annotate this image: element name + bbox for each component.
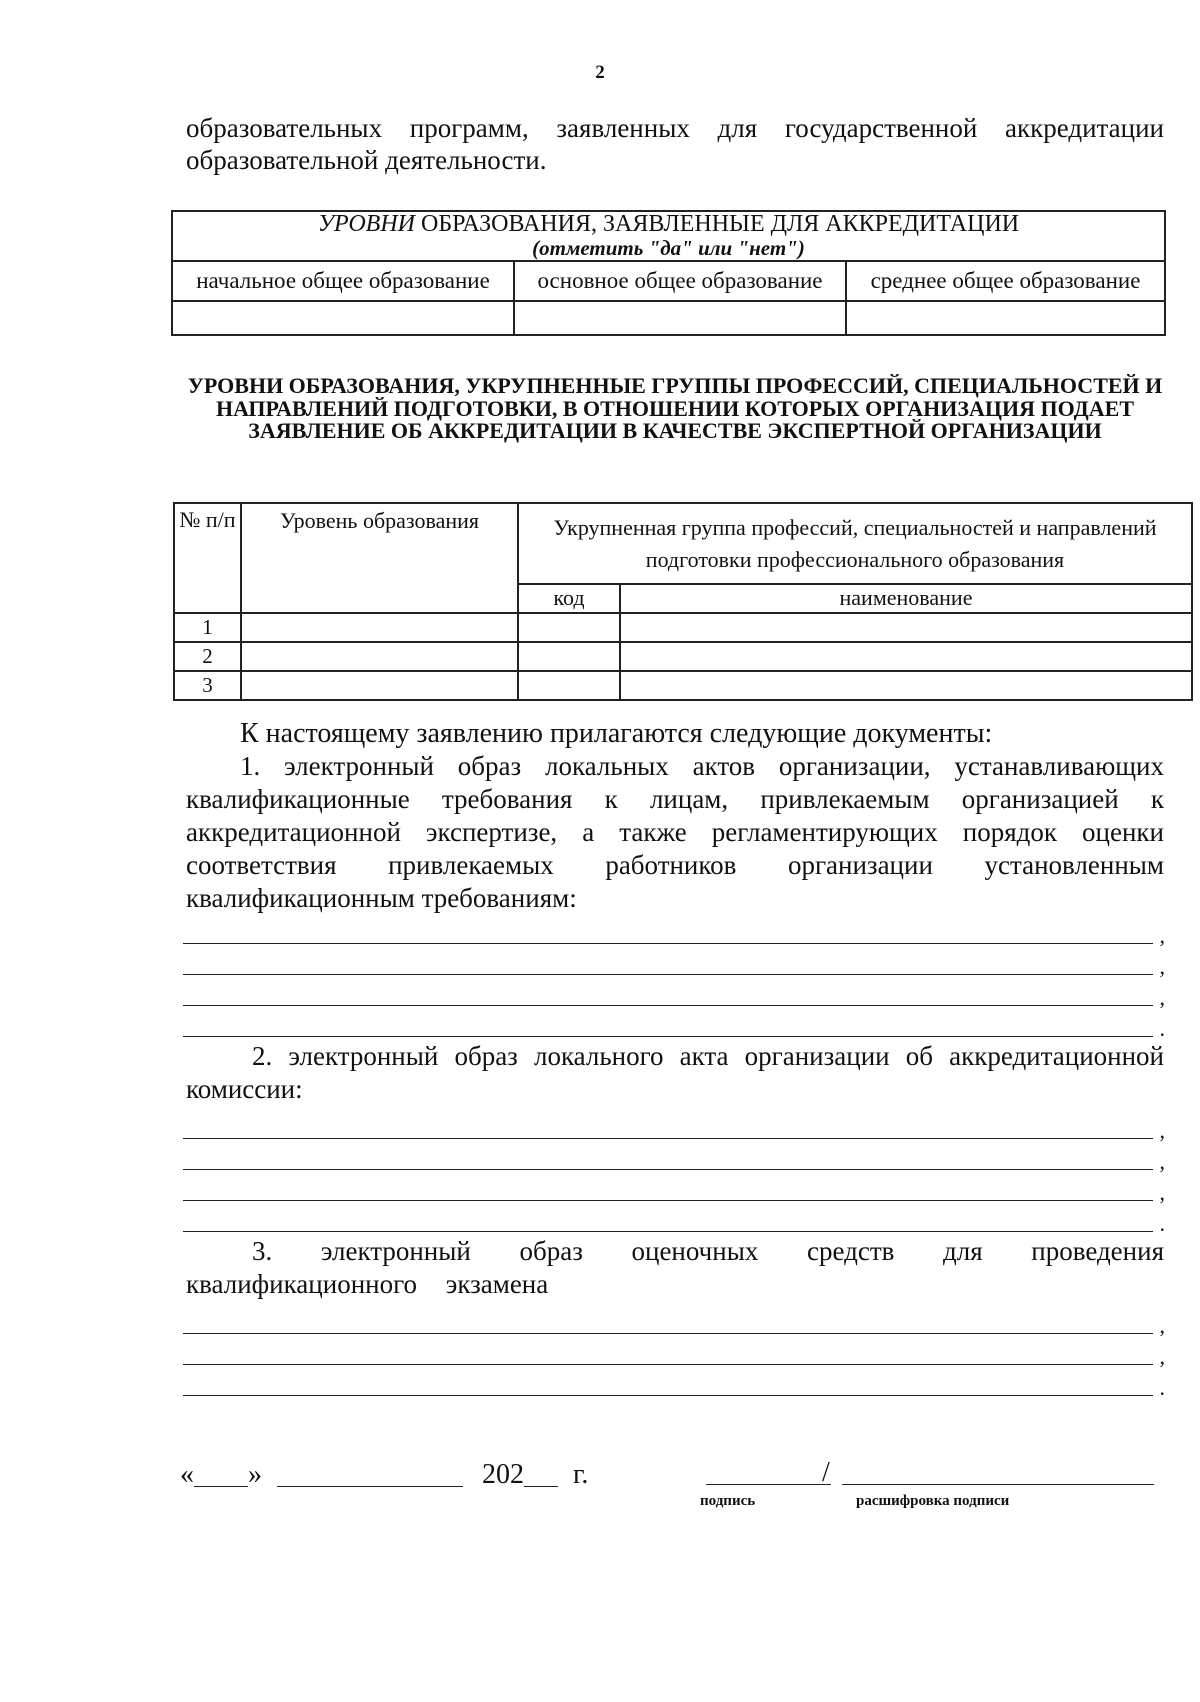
table1-subtitle: (отметить "да" или "нет") <box>532 236 805 260</box>
period: . <box>1159 1375 1165 1400</box>
table1-col-basic: основное общее образование <box>514 261 846 301</box>
table1-title-italic: УРОВНИ <box>317 211 415 237</box>
quote-open: « <box>180 1459 194 1490</box>
table-row <box>174 671 1192 700</box>
row-code-cell[interactable] <box>518 671 620 700</box>
table1-col-secondary: среднее общее образование <box>846 261 1165 301</box>
day-blank[interactable] <box>194 1458 248 1487</box>
signature-decoding-line[interactable] <box>842 1484 1154 1485</box>
intro-paragraph: образовательных программ, заявленных для государственной аккредитации образовательной деятельности. <box>186 113 1164 175</box>
fill-line[interactable] <box>183 1334 1165 1369</box>
year-blank[interactable] <box>524 1458 558 1487</box>
fill-line[interactable] <box>183 1201 1165 1236</box>
table2-col-group: Укрупненная группа профессий, специальностей и направлений подготовки профессионального образования <box>518 503 1192 584</box>
comma: , <box>1159 1118 1165 1143</box>
table1-col-primary: начальное общее образование <box>172 261 514 301</box>
attachment-item-2: 2. электронный образ локального акта организации об аккредитационной комиссии: <box>186 1041 1164 1104</box>
row-level-cell[interactable] <box>241 671 518 700</box>
table1-header <box>172 211 1165 261</box>
table2-col-num: № п/п <box>174 503 241 613</box>
comma: , <box>1159 1344 1165 1369</box>
fill-line[interactable] <box>183 1006 1165 1041</box>
signature-slash: / <box>822 1457 830 1488</box>
education-groups-table <box>173 502 1193 701</box>
fill-line[interactable] <box>183 913 1165 948</box>
attachment-item-3: 3. электронный образ оценочных средств для проведения квалификационного экзамена <box>186 1236 1164 1299</box>
row-number: 1 <box>174 613 241 642</box>
table1-input-primary[interactable] <box>172 301 514 335</box>
year-prefix: 202 <box>482 1459 524 1490</box>
row-level-cell[interactable] <box>241 642 518 671</box>
comma: , <box>1159 954 1165 979</box>
attachments-intro: К настоящему заявлению прилагаются следующие документы: <box>240 718 993 749</box>
fill-line[interactable] <box>183 1365 1165 1400</box>
comma: , <box>1159 985 1165 1010</box>
row-number: 3 <box>174 671 241 700</box>
accreditation-levels-table <box>171 210 1166 336</box>
table1-input-secondary[interactable] <box>846 301 1165 335</box>
period: . <box>1159 1016 1165 1041</box>
fill-line[interactable] <box>183 1170 1165 1205</box>
row-code-cell[interactable] <box>518 613 620 642</box>
comma: , <box>1159 1149 1165 1174</box>
comma: , <box>1159 1313 1165 1338</box>
attachment-item-1: 1. электронный образ локальных актов организации, устанавливающих квалификационные требования к лицам, привлекаемым организацией к аккредитационной экспертизе, а также регламентирующих порядок оценки соответствия привлекаемых работников организации установленным квалификационным требованиям: <box>186 751 1164 913</box>
signature-caption: подпись <box>700 1493 756 1509</box>
year-suffix: г. <box>573 1459 589 1490</box>
date-field <box>180 1458 588 1491</box>
table-row <box>174 613 1192 642</box>
month-blank[interactable] <box>277 1458 463 1487</box>
row-name-cell[interactable] <box>620 671 1192 700</box>
row-number: 2 <box>174 642 241 671</box>
table-row <box>174 642 1192 671</box>
page-number: 2 <box>595 62 605 83</box>
decoding-caption: расшифровка подписи <box>856 1493 1010 1509</box>
fill-line[interactable] <box>183 1108 1165 1143</box>
table2-sub-code: код <box>518 584 620 613</box>
comma: , <box>1159 1180 1165 1205</box>
section-heading: УРОВНИ ОБРАЗОВАНИЯ, УКРУПНЕННЫЕ ГРУППЫ ПРОФЕССИЙ, СПЕЦИАЛЬНОСТЕЙ И НАПРАВЛЕНИЙ ПОДГОТОВКИ, В ОТНОШЕНИИ КОТОРЫХ ОРГАНИЗАЦИЯ ПОДАЕТ ЗАЯВЛЕНИЕ ОБ АККРЕДИТАЦИИ В КАЧЕСТВЕ ЭКСПЕРТНОЙ ОРГАНИЗАЦИИ <box>187 373 1163 443</box>
quote-close: » <box>248 1459 262 1490</box>
table2-sub-name: наименование <box>620 584 1192 613</box>
comma: , <box>1159 923 1165 948</box>
row-code-cell[interactable] <box>518 642 620 671</box>
row-name-cell[interactable] <box>620 642 1192 671</box>
period: . <box>1159 1211 1165 1236</box>
row-name-cell[interactable] <box>620 613 1192 642</box>
table2-col-level: Уровень образования <box>241 503 518 613</box>
fill-line[interactable] <box>183 1303 1165 1338</box>
signature-line[interactable] <box>706 1484 831 1485</box>
table1-title: ОБРАЗОВАНИЯ, ЗАЯВЛЕННЫЕ ДЛЯ АККРЕДИТАЦИИ <box>415 211 1020 237</box>
fill-line[interactable] <box>183 975 1165 1010</box>
fill-line[interactable] <box>183 944 1165 979</box>
row-level-cell[interactable] <box>241 613 518 642</box>
table1-input-basic[interactable] <box>514 301 846 335</box>
fill-line[interactable] <box>183 1139 1165 1174</box>
